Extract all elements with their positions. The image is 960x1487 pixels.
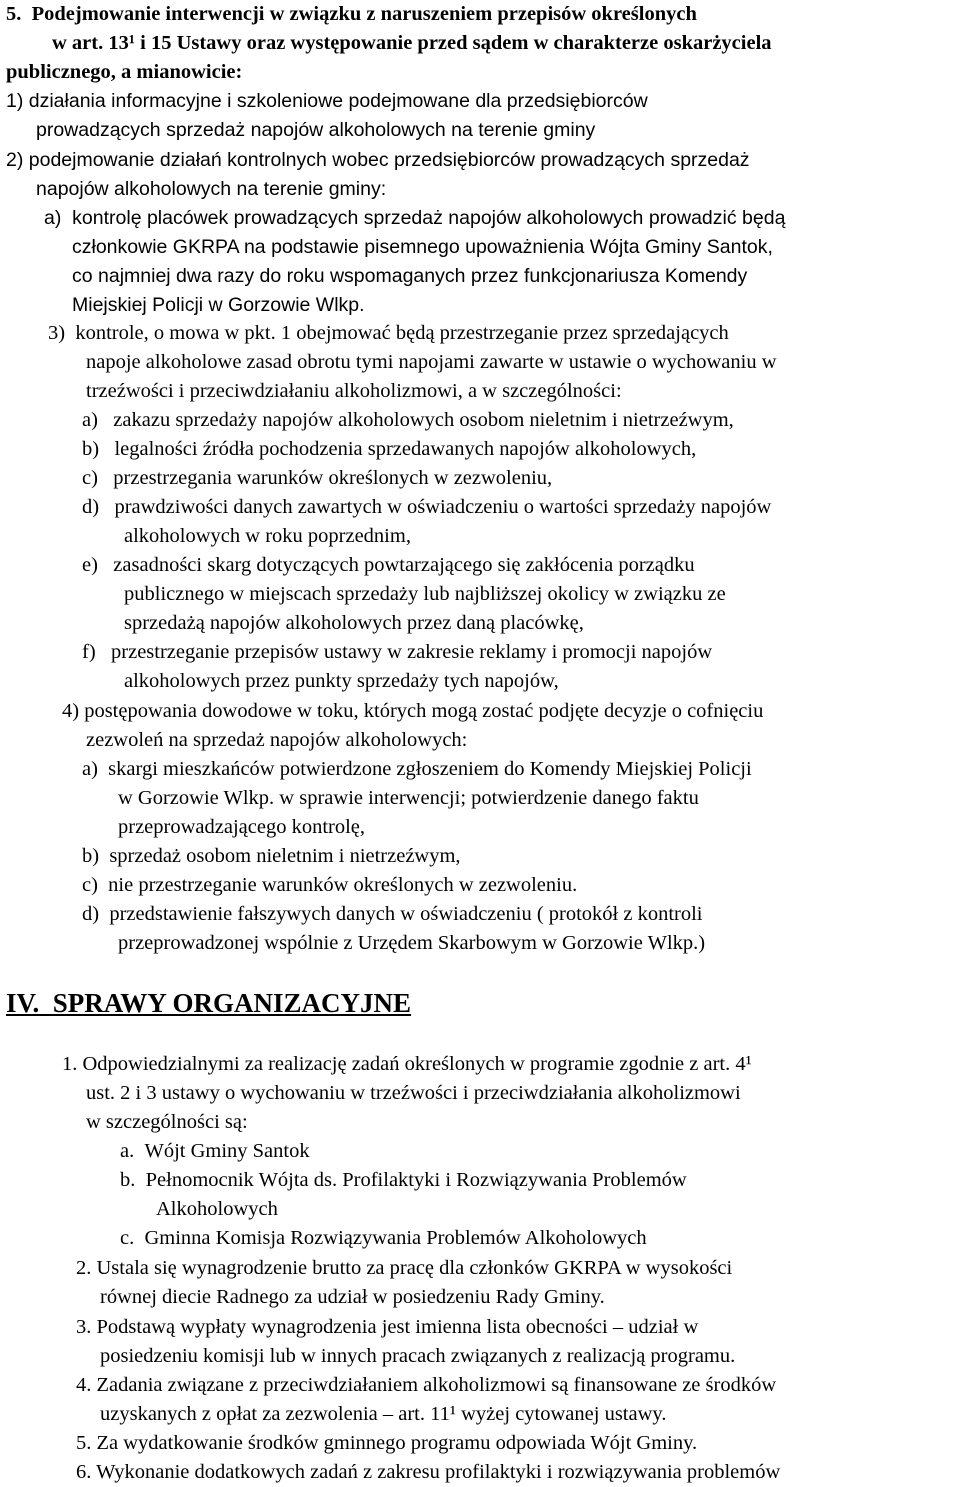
- list-item: prowadzących sprzedaż napojów alkoholowych na terenie gminy: [36, 119, 596, 141]
- section-heading: [6, 986, 411, 1020]
- list-item: 2. Ustala się wynagrodzenie brutto za pracę dla członków GKRPA w wysokości: [76, 1257, 733, 1279]
- list-item: przeprowadzającego kontrolę,: [118, 816, 366, 838]
- list-item: ust. 2 i 3 ustawy o wychowaniu w trzeźwości i przeciwdziałania alkoholizmowi: [86, 1082, 741, 1104]
- list-item: c) nie przestrzeganie warunków określonych w zezwoleniu.: [82, 874, 578, 896]
- section-5-title: publicznego, a mianowicie:: [6, 61, 243, 83]
- list-item: d) prawdziwości danych zawartych w oświadczeniu o wartości sprzedaży napojów: [82, 496, 772, 518]
- list-item: alkoholowych przez punkty sprzedaży tych napojów,: [124, 670, 559, 692]
- list-item: publicznego w miejscach sprzedaży lub najbliższej okolicy w związku ze: [124, 583, 726, 605]
- list-item: Miejskiej Policji w Gorzowie Wlkp.: [72, 294, 365, 316]
- list-item: posiedzeniu komisji lub w innych pracach związanych z realizacją programu.: [100, 1345, 736, 1367]
- list-item: b) legalności źródła pochodzenia sprzedawanych napojów alkoholowych,: [82, 438, 697, 460]
- list-item: uzyskanych z opłat za zezwolenia – art. 11¹ wyżej cytowanej ustawy.: [100, 1403, 667, 1425]
- list-item: 1) działania informacyjne i szkoleniowe podejmowane dla przedsiębiorców: [6, 90, 648, 112]
- section-5-title: 5. Podejmowanie interwencji w związku z naruszeniem przepisów określonych: [6, 3, 697, 25]
- list-item: Alkoholowych: [156, 1198, 278, 1220]
- list-item: 6. Wykonanie dodatkowych zadań z zakresu profilaktyki i rozwiązywania problemów: [76, 1461, 781, 1483]
- list-item: 4. Zadania związane z przeciwdziałaniem alkoholizmowi są finansowane ze środków: [76, 1374, 777, 1396]
- list-item: c) przestrzegania warunków określonych w zezwoleniu,: [82, 467, 553, 489]
- list-item: 5. Za wydatkowanie środków gminnego programu odpowiada Wójt Gminy.: [76, 1432, 698, 1454]
- list-item: a) skargi mieszkańców potwierdzone zgłoszeniem do Komendy Miejskiej Policji: [82, 758, 752, 780]
- list-item: napoje alkoholowe zasad obrotu tymi napojami zawarte w ustawie o wychowaniu w: [86, 351, 777, 373]
- list-item: e) zasadności skarg dotyczących powtarzającego się zakłócenia porządku: [82, 554, 695, 576]
- list-item: a) kontrolę placówek prowadzących sprzedaż napojów alkoholowych prowadzić będą: [44, 207, 786, 229]
- list-item: b) sprzedaż osobom nieletnim i nietrzeźwym,: [82, 845, 461, 867]
- list-item: 3. Podstawą wypłaty wynagrodzenia jest imienna lista obecności – udział w: [76, 1316, 699, 1338]
- list-item: w Gorzowie Wlkp. w sprawie interwencji; potwierdzenie danego faktu: [118, 787, 699, 809]
- list-item: a. Wójt Gminy Santok: [120, 1140, 310, 1162]
- list-item: d) przedstawienie fałszywych danych w oświadczeniu ( protokół z kontroli: [82, 903, 703, 925]
- list-item: trzeźwości i przeciwdziałaniu alkoholizmowi, a w szczególności:: [86, 380, 622, 402]
- list-item: a) zakazu sprzedaży napojów alkoholowych osobom nieletnim i nietrzeźwym,: [82, 409, 734, 431]
- list-item: członkowie GKRPA na podstawie pisemnego upoważnienia Wójta Gminy Santok,: [72, 236, 773, 258]
- list-item: napojów alkoholowych na terenie gminy:: [36, 178, 387, 200]
- list-item: 2) podejmowanie działań kontrolnych wobec przedsiębiorców prowadzących sprzedaż: [6, 149, 750, 171]
- list-item: przeprowadzonej wspólnie z Urzędem Skarbowym w Gorzowie Wlkp.): [118, 932, 706, 954]
- list-item: w szczególności są:: [86, 1111, 248, 1133]
- list-item: zezwoleń na sprzedaż napojów alkoholowych:: [86, 729, 468, 751]
- list-item: c. Gminna Komisja Rozwiązywania Problemów Alkoholowych: [120, 1227, 647, 1249]
- list-item: 4) postępowania dowodowe w toku, których mogą zostać podjęte decyzje o cofnięciu: [62, 700, 764, 722]
- section-5-title: w art. 13¹ i 15 Ustawy oraz występowanie przed sądem w charakterze oskarżyciela: [52, 32, 772, 54]
- list-item: alkoholowych w roku poprzednim,: [124, 525, 411, 547]
- list-item: f) przestrzeganie przepisów ustawy w zakresie reklamy i promocji napojów: [82, 641, 713, 663]
- list-item: 1. Odpowiedzialnymi za realizację zadań określonych w programie zgodnie z art. 4¹: [62, 1053, 752, 1075]
- list-item: 3) kontrole, o mowa w pkt. 1 obejmować będą przestrzeganie przez sprzedających: [48, 322, 729, 344]
- list-item: równej diecie Radnego za udział w posiedzeniu Rady Gminy.: [100, 1286, 605, 1308]
- list-item: b. Pełnomocnik Wójta ds. Profilaktyki i Rozwiązywania Problemów: [120, 1169, 687, 1191]
- list-item: co najmniej dwa razy do roku wspomaganych przez funkcjonariusza Komendy: [72, 265, 748, 287]
- section-heading-text: IV. SPRAWY ORGANIZACYJNE: [6, 988, 412, 1018]
- list-item: sprzedażą napojów alkoholowych przez daną placówkę,: [124, 612, 584, 634]
